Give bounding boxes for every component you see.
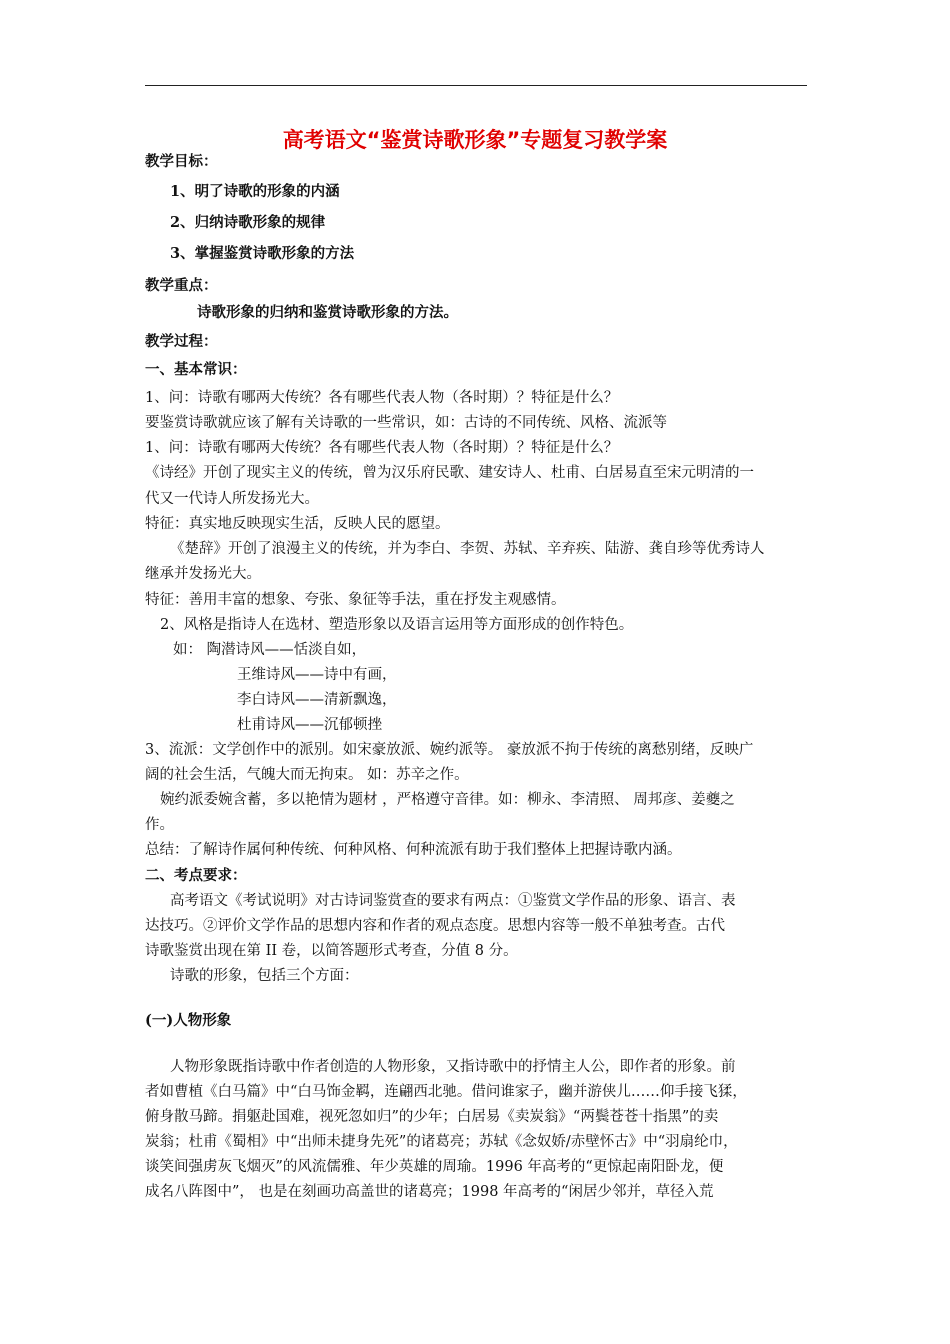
text-line: 婉约派委婉含蓄，多以艳情为题材 ，严格遵守音律。如：柳永、李清照、 周邦彦、姜夔之 [160,792,735,808]
text-line: 俯身散马蹄。捐躯赴国难，视死忽如归”的少年；白居易《卖炭翁》“两鬓苍苍十指黑”的卖 [145,1109,719,1125]
text-line: 代又一代诗人所发扬光大。 [145,491,319,507]
text-line: 诗歌的形象，包括三个方面： [170,968,359,984]
text-line: 如： 陶潜诗风——恬淡自如， [173,642,367,658]
text-line: 教学目标： [145,153,218,170]
text-line: 要鉴赏诗歌就应该了解有关诗歌的一些常识，如：古诗的不同传统、风格、流派等 [145,415,667,431]
text-line: 一、基本常识： [145,361,247,378]
text-line: 3、流派：文学创作中的派别。如宋豪放派、婉约派等。 豪放派不拘于传统的离愁别绪，反映广 [145,742,754,758]
text-line: 1、明了诗歌的形象的内涵 [170,183,340,200]
text-line: 成名八阵图中”， 也是在刻画功高盖世的诸葛亮；1998 年高考的“闲居少邻并，草径入荒 [145,1184,714,1200]
text-line: 《楚辞》开创了浪漫主义的传统，并为李白、李贺、苏轼、辛弃疾、陆游、龚自珍等优秀诗人 [170,541,765,557]
text-line: 3、掌握鉴赏诗歌形象的方法 [170,245,355,262]
text-line: 特征：真实地反映现实生活，反映人民的愿望。 [145,516,450,532]
text-line: 谈笑间强虏灰飞烟灭”的风流儒雅、年少英雄的周瑜。1996 年高考的“更惊起南阳卧龙，便 [145,1159,724,1175]
text-line: 杜甫诗风——沉郁顿挫 [237,717,382,733]
text-line: 李白诗风——清新飘逸， [237,692,397,708]
text-line: 二、考点要求： [145,867,247,884]
text-line: 特征：善用丰富的想象、夸张、象征等手法，重在抒发主观感情。 [145,592,566,608]
text-line: 总结：了解诗作属何种传统、何种风格、何种流派有助于我们整体上把握诗歌内涵。 [145,842,682,858]
text-line: 王维诗风——诗中有画， [237,667,397,683]
text-line: 继承并发扬光大。 [145,566,261,582]
text-line: 2、归纳诗歌形象的规律 [170,214,326,231]
document-title: 高考语文“鉴赏诗歌形象”专题复习教学案 [282,128,668,152]
text-line: 高考语文《考试说明》对古诗词鉴赏查的要求有两点：①鉴赏文学作品的形象、语言、表 [170,893,736,909]
text-line: 2、风格是指诗人在选材、塑造形象以及语言运用等方面形成的创作特色。 [160,617,634,633]
text-line: 《诗经》开创了现实主义的传统，曾为汉乐府民歌、建安诗人、杜甫、白居易直至宋元明清的一 [145,465,754,481]
text-line: 作。 [145,817,174,833]
text-line: 诗歌鉴赏出现在第 II 卷，以简答题形式考查，分值 8 分。 [145,943,518,959]
text-line: 1、问：诗歌有哪两大传统？各有哪些代表人物（各时期）？特征是什么？ [145,440,619,456]
text-line: 阔的社会生活，气魄大而无拘束。 如：苏辛之作。 [145,767,469,783]
text-line: 者如曹植《白马篇》中“白马饰金羁，连翩西北驰。借问谁家子，幽并游侠儿……仰手接飞猱， [145,1084,747,1100]
header-rule [145,85,807,86]
text-line: 人物形象既指诗歌中作者创造的人物形象，又指诗歌中的抒情主人公，即作者的形象。前 [170,1059,736,1075]
text-line: 教学过程： [145,333,218,350]
text-line: 1、问：诗歌有哪两大传统？各有哪些代表人物（各时期）？特征是什么？ [145,390,619,406]
text-line: 教学重点： [145,277,218,294]
text-line: (一)人物形象 [145,1012,232,1029]
text-line: 炭翁；杜甫《蜀相》中“出师未捷身先死”的诸葛亮；苏轼《念奴娇/赤壁怀古》中“羽扇纶巾， [145,1134,738,1150]
text-line: 诗歌形象的归纳和鉴赏诗歌形象的方法。 [197,304,458,321]
text-line: 达技巧。②评价文学作品的思想内容和作者的观点态度。思想内容等一般不单独考查。古代 [145,918,725,934]
